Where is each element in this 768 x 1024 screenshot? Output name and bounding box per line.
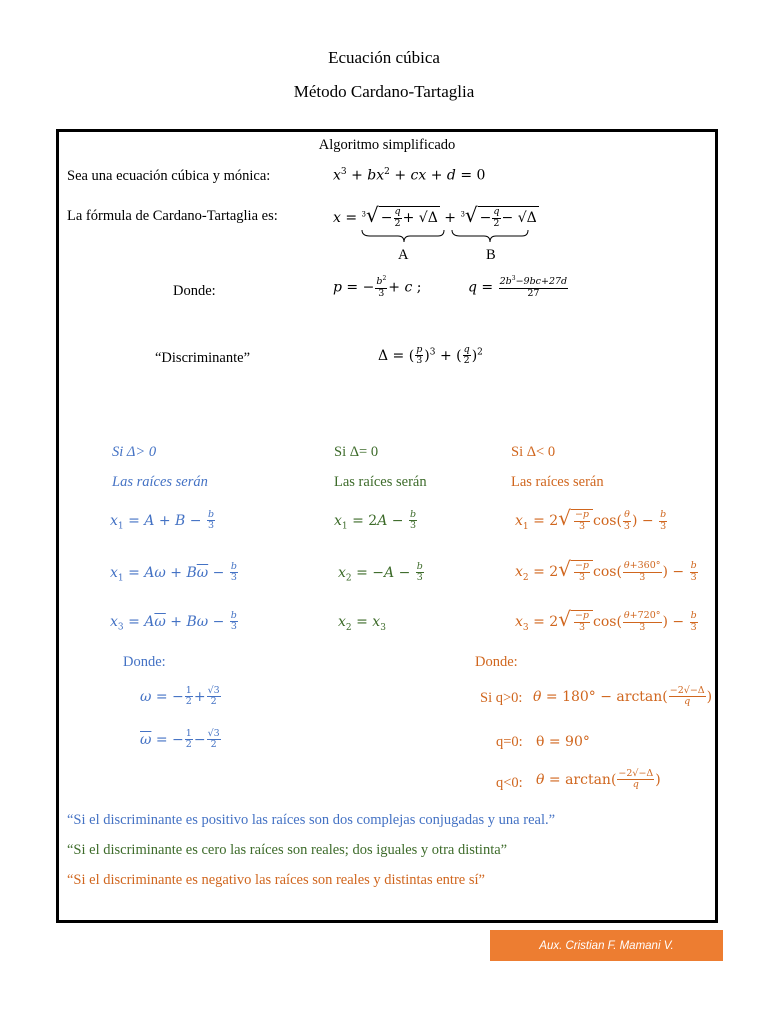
brace-b-icon	[450, 228, 540, 248]
discriminant-formula: Δ = ( $\frac{p}{3}$ )$^3$ + ( $\frac{q}{2}$ )$^2$	[378, 344, 483, 367]
section-title: Algoritmo simplificado	[318, 137, 456, 153]
document-subtitle: Método Cardano-Tartaglia	[293, 82, 475, 101]
positive-x1: $x_1 = A + B$ − $\frac{b}{3}$	[110, 509, 215, 532]
positive-x2: $x_1 = A\omega + B\overline{\omega}$ − $\frac{b}{3}$	[110, 561, 237, 584]
author-footer: Aux. Cristian F. Mamani V.	[490, 930, 723, 961]
positive-x3: $x_3 = A\overline{\omega} + B\omega$ − $\frac{b}{3}$	[110, 610, 237, 633]
negative-x2: $x_2 = 2√$ $\frac{-p}{3}$ cos( $\frac{\theta+360^\circ}{3}$ ) − $\frac{b}{3}$	[515, 557, 697, 583]
formula-label: La fórmula de Cardano-Tartaglia es:	[67, 208, 278, 224]
p-formula: p = − $\frac{b^2}{3}$ + c ;	[333, 275, 422, 299]
theta-zero-label: q=0:	[496, 734, 523, 750]
case-positive-condition: Si Δ> 0	[112, 444, 157, 460]
intro-formula: $x^3 + bx^2$ + cx + d = 0	[333, 167, 486, 184]
note-negative: “Si el discriminante es negativo las raíces son reales y distintas entre sí”	[67, 872, 485, 888]
cardano-formula: x = $^3$√ − $\frac{q}{2}$ + √Δ + $^3$√ − $\frac{q}{2}$ − √Δ	[333, 203, 537, 229]
intro-label: Sea una ecuación cúbica y mónica:	[67, 168, 271, 184]
case-zero-condition: Si Δ= 0	[334, 444, 379, 460]
case-negative-condition: Si Δ< 0	[511, 444, 556, 460]
theta-neg-formula: θ = arctan( $\frac{-2√-\Delta}{q}$ )	[536, 768, 661, 791]
negative-x1: $x_1 = 2√$ $\frac{-p}{3}$ cos( $\frac{\theta}{3}$ ) − $\frac{b}{3}$	[515, 506, 667, 532]
brace-a-icon	[360, 228, 450, 248]
theta-neg-label: q<0:	[496, 775, 523, 791]
case-zero-roots-label: Las raíces serán	[334, 474, 427, 490]
brace-a-label: A	[398, 247, 409, 263]
case-negative-roots-label: Las raíces serán	[511, 474, 604, 490]
zero-x2: $x_2 = -A$ − $\frac{b}{3}$	[338, 561, 423, 584]
theta-zero-value: θ = 90°	[536, 734, 590, 750]
note-positive: “Si el discriminante es positivo las raíces son dos complejas conjugadas y una real.”	[67, 812, 556, 828]
theta-pos-formula: θ = 180° − arctan( $\frac{-2√-\Delta}{q}$ )	[533, 685, 713, 708]
omega-formula: ω = − $\frac{1}{2}$ + $\frac{√3}{2}$	[140, 685, 220, 708]
positive-where-label: Donde:	[123, 654, 166, 670]
note-zero: “Si el discriminante es cero las raíces son reales; dos iguales y otra distinta”	[67, 842, 508, 858]
document-title: Ecuación cúbica	[328, 48, 440, 67]
negative-where-label: Donde:	[475, 654, 518, 670]
theta-pos-label: Si q>0:	[480, 690, 523, 706]
omega-bar-formula: $\overline{\omega}$ = − $\frac{1}{2}$ − $\frac{√3}{2}$	[140, 728, 220, 751]
brace-b-label: B	[486, 247, 496, 263]
negative-x3: $x_3 = 2√$ $\frac{-p}{3}$ cos( $\frac{\theta+720^\circ}{3}$ ) − $\frac{b}{3}$	[515, 607, 697, 633]
zero-x3: $x_2 = x_3$	[338, 614, 386, 633]
where-label: Donde:	[173, 283, 216, 299]
discriminant-label: “Discriminante”	[155, 350, 251, 366]
case-positive-roots-label: Las raíces serán	[112, 474, 208, 490]
zero-x1: $x_1 = 2A$ − $\frac{b}{3}$	[334, 509, 417, 532]
q-formula: q = $\frac{2b^3-9bc+27d}{27}$	[468, 275, 568, 299]
